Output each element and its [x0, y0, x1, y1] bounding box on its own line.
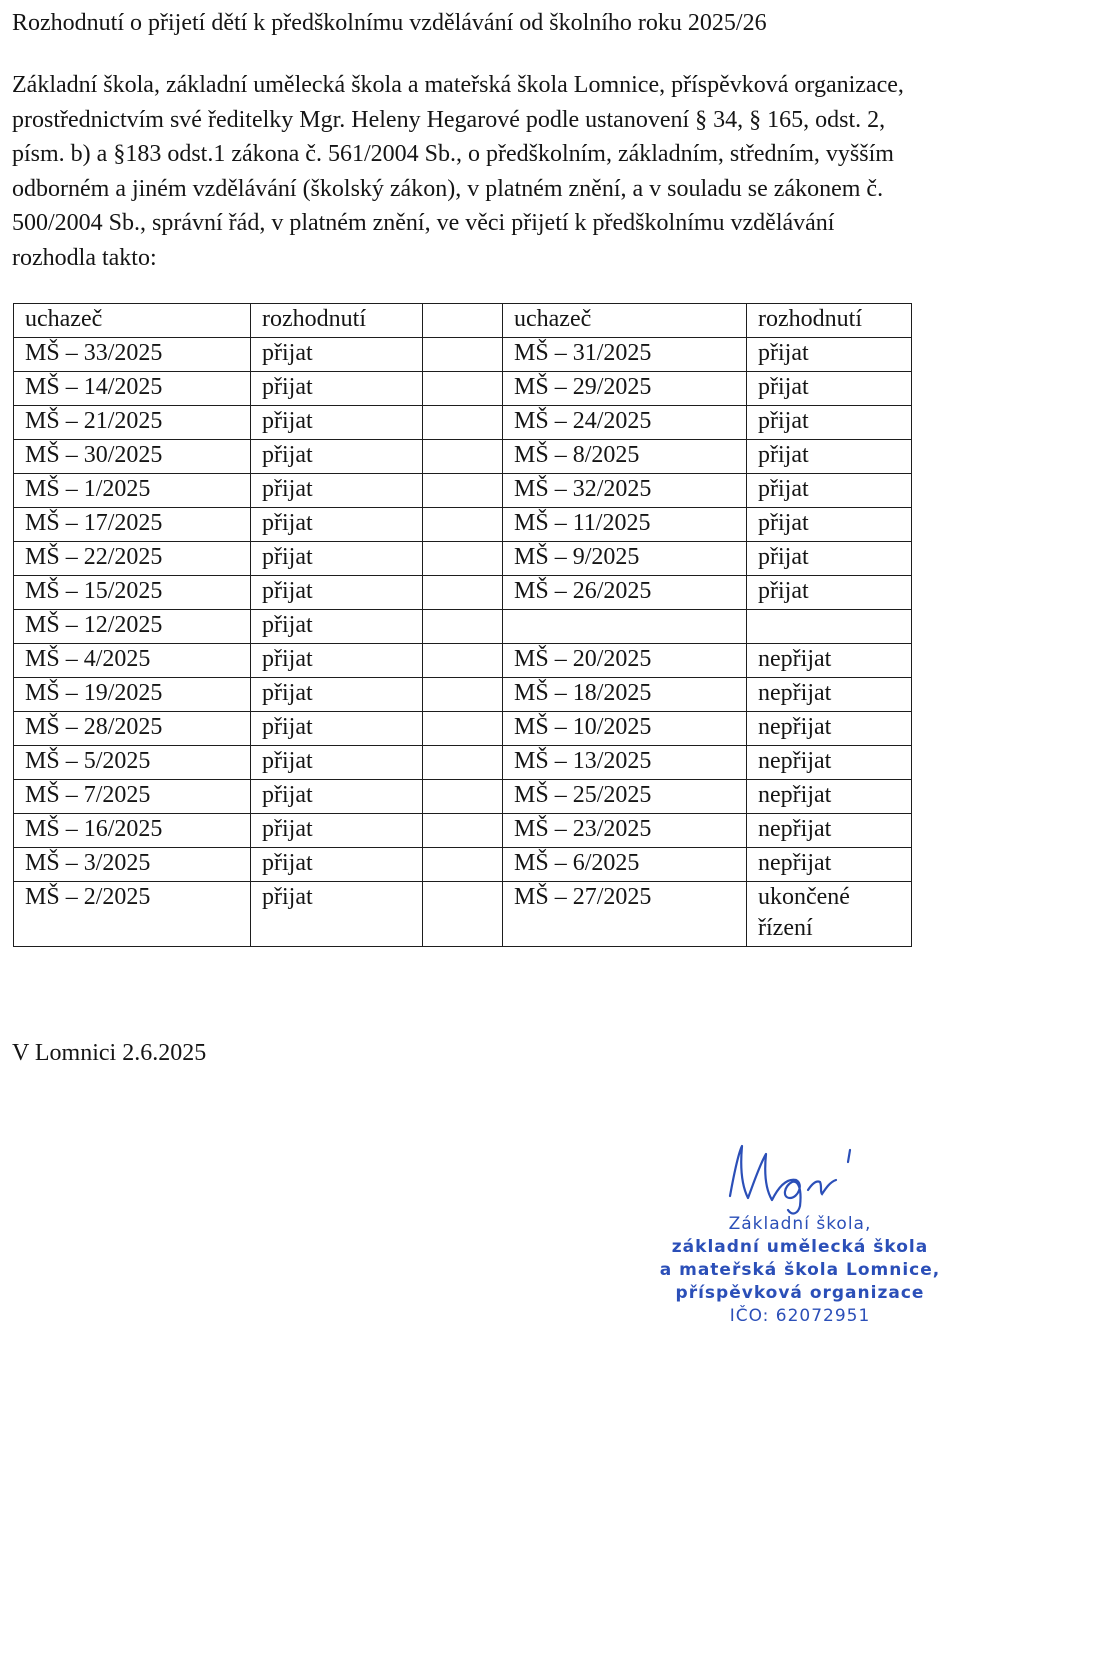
right-applicant-cell: MŠ – 11/2025 [503, 508, 747, 542]
left-applicant-cell: MŠ – 5/2025 [14, 746, 251, 780]
left-decision-cell: přijat [251, 338, 423, 372]
table-row-last [14, 882, 912, 947]
right-decision-cell: přijat [747, 440, 912, 474]
right-decision-cell: přijat [747, 474, 912, 508]
table-header-row [14, 304, 912, 338]
table-spacer-cell [423, 338, 503, 372]
right-applicant-cell: MŠ – 29/2025 [503, 372, 747, 406]
stamp-line: příspěvková organizace [675, 1283, 925, 1303]
decision-line: ukončené [758, 884, 850, 910]
header-right-applicant: uchazeč [503, 304, 747, 338]
intro-line: odborném a jiném vzdělávání (školský zákon), v platném znění, a v souladu se zákonem č. [12, 175, 884, 202]
table-spacer-cell [423, 576, 503, 610]
intro-line: 500/2004 Sb., správní řád, v platném znění, ve věci přijetí k předškolnímu vzdělávání [12, 210, 835, 237]
left-applicant-cell: MŠ – 22/2025 [14, 542, 251, 576]
table-row [14, 372, 912, 406]
right-applicant-cell: MŠ – 24/2025 [503, 406, 747, 440]
table-row [14, 508, 912, 542]
right-applicant-cell: MŠ – 8/2025 [503, 440, 747, 474]
table-spacer-cell [423, 882, 503, 947]
table-spacer-cell [423, 440, 503, 474]
right-decision-cell: nepřijat [747, 678, 912, 712]
left-applicant-cell: MŠ – 12/2025 [14, 610, 251, 644]
right-applicant-cell: MŠ – 31/2025 [503, 338, 747, 372]
stamp-line: IČO: 62072951 [729, 1306, 871, 1326]
left-decision-cell: přijat [251, 814, 423, 848]
table-spacer-cell [423, 474, 503, 508]
left-applicant-cell: MŠ – 14/2025 [14, 372, 251, 406]
right-decision-cell: přijat [747, 508, 912, 542]
left-applicant-cell: MŠ – 15/2025 [14, 576, 251, 610]
table-row [14, 746, 912, 780]
table-spacer-cell [423, 508, 503, 542]
left-applicant-cell: MŠ – 3/2025 [14, 848, 251, 882]
left-applicant-cell: MŠ – 4/2025 [14, 644, 251, 678]
left-decision-cell: přijat [251, 746, 423, 780]
header-right-decision: rozhodnutí [747, 304, 912, 338]
table-row [14, 576, 912, 610]
left-decision-cell: přijat [251, 848, 423, 882]
intro-line: Základní škola, základní umělecká škola a mateřská škola Lomnice, příspěvková organizace, [12, 72, 904, 98]
place-and-date: V Lomnici 2.6.2025 [12, 1040, 207, 1066]
left-decision-cell: přijat [251, 576, 423, 610]
table-row [14, 644, 912, 678]
left-decision-cell: přijat [251, 542, 423, 576]
left-applicant-cell: MŠ – 17/2025 [14, 508, 251, 542]
right-decision-cell: přijat [747, 576, 912, 610]
school-stamp [610, 1213, 990, 1328]
right-decision-cell: nepřijat [747, 746, 912, 780]
right-decision-cell: přijat [747, 406, 912, 440]
table-row [14, 474, 912, 508]
header-left-decision: rozhodnutí [251, 304, 423, 338]
right-applicant-cell: MŠ – 23/2025 [503, 814, 747, 848]
table-spacer-cell [423, 610, 503, 644]
table-spacer-cell [423, 678, 503, 712]
left-applicant-cell: MŠ – 2/2025 [14, 882, 251, 947]
left-decision-cell: přijat [251, 610, 423, 644]
right-applicant-cell: MŠ – 10/2025 [503, 712, 747, 746]
right-applicant-cell: MŠ – 13/2025 [503, 746, 747, 780]
document-title: Rozhodnutí o přijetí dětí k předškolnímu vzdělávání od školního roku 2025/26 [12, 10, 767, 36]
left-decision-cell: přijat [251, 440, 423, 474]
header-left-applicant: uchazeč [14, 304, 251, 338]
table-spacer-cell [423, 814, 503, 848]
table-spacer-cell [423, 542, 503, 576]
right-applicant-cell [503, 610, 747, 644]
right-decision-cell: přijat [747, 338, 912, 372]
table-spacer-cell [423, 848, 503, 882]
left-applicant-cell: MŠ – 28/2025 [14, 712, 251, 746]
left-decision-cell: přijat [251, 406, 423, 440]
signature-image [720, 1138, 880, 1218]
left-applicant-cell: MŠ – 21/2025 [14, 406, 251, 440]
left-applicant-cell: MŠ – 30/2025 [14, 440, 251, 474]
left-applicant-cell: MŠ – 33/2025 [14, 338, 251, 372]
table-spacer-cell [423, 780, 503, 814]
left-decision-cell: přijat [251, 678, 423, 712]
table-row [14, 780, 912, 814]
stamp-line: Základní škola, [728, 1214, 872, 1234]
table-row [14, 542, 912, 576]
table-row [14, 338, 912, 372]
intro-line: rozhodla takto: [12, 244, 157, 271]
stamp-line: a mateřská škola Lomnice, [659, 1260, 941, 1280]
table-row [14, 712, 912, 746]
table-spacer-cell [423, 372, 503, 406]
left-decision-cell: přijat [251, 780, 423, 814]
right-applicant-cell: MŠ – 25/2025 [503, 780, 747, 814]
right-applicant-cell: MŠ – 6/2025 [503, 848, 747, 882]
right-decision-cell [747, 882, 912, 947]
right-applicant-cell: MŠ – 26/2025 [503, 576, 747, 610]
left-decision-cell: přijat [251, 882, 423, 947]
right-applicant-cell: MŠ – 18/2025 [503, 678, 747, 712]
left-decision-cell: přijat [251, 712, 423, 746]
intro-paragraph [12, 68, 1097, 276]
right-applicant-cell: MŠ – 27/2025 [503, 882, 747, 947]
left-applicant-cell: MŠ – 19/2025 [14, 678, 251, 712]
table-row [14, 440, 912, 474]
table-row [14, 406, 912, 440]
intro-line: písm. b) a §183 odst.1 zákona č. 561/2004 Sb., o předškolním, základním, středním, vyšším [12, 141, 894, 168]
table-spacer-cell [423, 644, 503, 678]
right-applicant-cell: MŠ – 20/2025 [503, 644, 747, 678]
table-spacer-cell [423, 406, 503, 440]
left-decision-cell: přijat [251, 644, 423, 678]
stamp-line: základní umělecká škola [671, 1237, 929, 1257]
table-row [14, 848, 912, 882]
right-decision-cell: nepřijat [747, 814, 912, 848]
right-decision-cell: nepřijat [747, 780, 912, 814]
right-applicant-cell: MŠ – 32/2025 [503, 474, 747, 508]
right-applicant-cell: MŠ – 9/2025 [503, 542, 747, 576]
right-decision-cell: přijat [747, 542, 912, 576]
left-decision-cell: přijat [251, 508, 423, 542]
table-row [14, 678, 912, 712]
left-applicant-cell: MŠ – 16/2025 [14, 814, 251, 848]
decision-line: řízení [758, 915, 813, 941]
decisions-table [13, 303, 912, 947]
left-applicant-cell: MŠ – 1/2025 [14, 474, 251, 508]
right-decision-cell: nepřijat [747, 712, 912, 746]
right-decision-cell: přijat [747, 372, 912, 406]
table-row [14, 610, 912, 644]
intro-line: prostřednictvím své ředitelky Mgr. Heleny Hegarové podle ustanovení § 34, § 165, odst. 2, [12, 106, 886, 133]
table-row [14, 814, 912, 848]
right-decision-cell: nepřijat [747, 848, 912, 882]
right-decision-cell [747, 610, 912, 644]
table-spacer-cell [423, 712, 503, 746]
left-decision-cell: přijat [251, 474, 423, 508]
left-applicant-cell: MŠ – 7/2025 [14, 780, 251, 814]
left-decision-cell: přijat [251, 372, 423, 406]
table-spacer-cell [423, 304, 503, 338]
right-decision-cell: nepřijat [747, 644, 912, 678]
table-spacer-cell [423, 746, 503, 780]
